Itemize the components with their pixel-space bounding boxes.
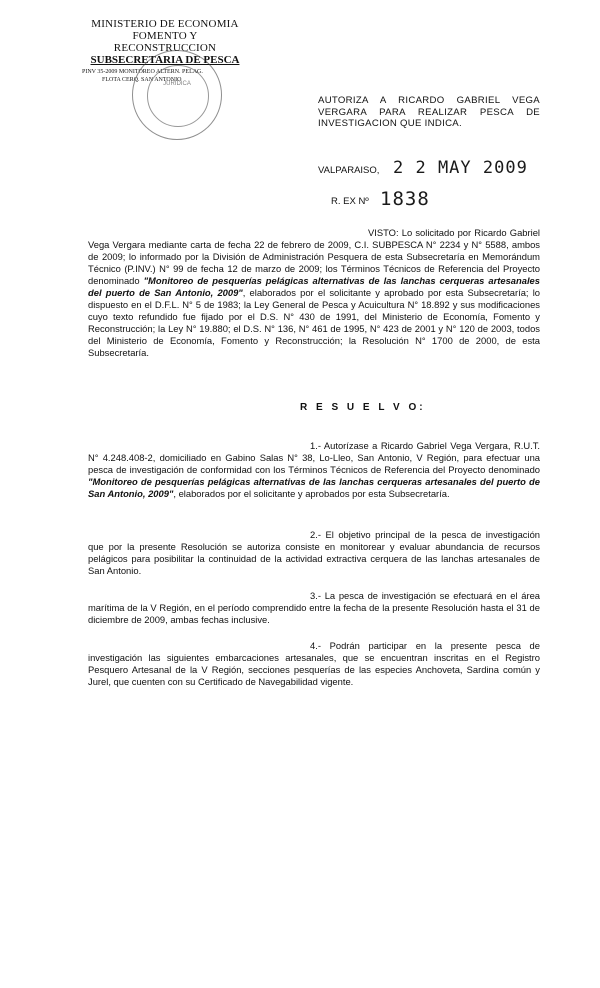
article-2-text: El objetivo principal de la pesca de investigación que por la presente Resolución se autoriza consiste en monitorear y evaluar abundancia de recursos pelágicos para posibilitar la continuidad de la actividad extractiva cerquera de las lanchas artesanales de San Antonio. (88, 529, 540, 576)
article-1-number: 1.- (310, 440, 321, 451)
juridica-stamp (132, 50, 222, 140)
article-1-project: "Monitoreo de pesquerías pelágicas alternativas de las lanchas cerqueras artesanales del puerto de San Antonio, 2009" (88, 476, 540, 499)
visto-text-2: , elaborados por el solicitante y aprobado por esta Subsecretaría; lo dispuesto en el D.F.L. N° 5 de 1983; la Ley General de Pesca y Acuicultura N° 18.892 y sus modificaciones cuyo texto refundido fue fijado por el D.S. N° 430 de 1991, del Ministerio de Economía, Fomento y Reconstrucción; la Ley N° 19.880; el D.S. N° 136, N° 461 de 1995, N° 423 de 2001 y N° 120 de 2003, todos del Ministerio de Economía, Fomento y Reconstrucción; la Resolución N° 1700 de 2000, de esta Subsecretaría. (88, 287, 541, 358)
article-3-number: 3.- (310, 590, 321, 601)
place: VALPARAISO, (318, 165, 380, 176)
visto-text-1: Lo solicitado por Ricardo Gabriel Vega Vergara mediante carta de fecha 22 de febrero de 2009, C.I. SUBPESCA N° 2234 y N° 5588, ambos de 2009; lo informado por la División de Administración Pesquera de esta Subsecretaría en Memorándum Técnico (P.INV.) N° 99 de fecha 12 de marzo de 2009; los Términos Técnicos de Referencia del Proyecto denominado (88, 227, 540, 286)
article-3 (88, 590, 540, 626)
article-4-text: Podrán participar en la presente pesca de investigación las siguientes embarcaciones artesanales, que se encuentran inscritas en el Registro Pesquero Artesanal de la V Región, secciones pesquerías de las especies Anchoveta, Sardina común y Jurel, que cuenten con su Certificado de Navegabilidad vigente. (88, 640, 540, 687)
stamp-text: JURIDICA (163, 81, 191, 87)
subsecretaria-line: SUBSECRETARIA DE PESCA (90, 54, 240, 66)
rex-number: 1838 (380, 188, 430, 210)
visto-label: VISTO: (368, 227, 399, 238)
reference-line-2: FLOTA CERQ. SAN ANTONIO (102, 77, 182, 83)
rex-label: R. EX Nº (331, 196, 369, 207)
stamp-inner-ring (147, 65, 209, 127)
article-4 (88, 640, 540, 688)
visto-paragraph (88, 227, 540, 359)
article-1-text-2: , elaborados por el solicitante y aprobados por esta Subsecretaría. (173, 488, 450, 499)
article-2-number: 2.- (310, 529, 321, 540)
article-3-text: La pesca de investigación se efectuará en el área marítima de la V Región, en el período comprendido entre la fecha de la presente Resolución hasta el 31 de diciembre de 2009, ambas fechas inclusive. (88, 590, 541, 625)
ministry-line: MINISTERIO DE ECONOMIA (91, 18, 239, 30)
date-stamp: 2 2 MAY 2009 (393, 158, 528, 178)
visto-project: "Monitoreo de pesquerías pelágicas alternativas de las lanchas cerqueras artesanales del puerto de San Antonio, 2009" (88, 275, 540, 298)
article-1-text-1: Autorízase a Ricardo Gabriel Vega Vergara, R.U.T. N° 4.248.408-2, domiciliado en Gabino Salas N° 38, Lo-Lleo, San Antonio, V Región, para efectuar una pesca de investigación de conformidad con los Términos Técnicos de Referencia del Proyecto denominado (88, 440, 540, 475)
ministry-line-2: FOMENTO Y RECONSTRUCCION (113, 30, 217, 54)
reference-line-1: PINV 35-2009 MONITOREO ALTERN. PELAG. (82, 69, 203, 75)
article-2 (88, 529, 540, 577)
article-1 (88, 440, 540, 500)
resolution-title: AUTORIZA A RICARDO GABRIEL VEGA VERGARA PARA REALIZAR PESCA DE INVESTIGACION QUE INDICA. (318, 95, 540, 129)
resuelvo-heading: R E S U E L V O: (300, 402, 426, 413)
article-4-number: 4.- (310, 640, 321, 651)
